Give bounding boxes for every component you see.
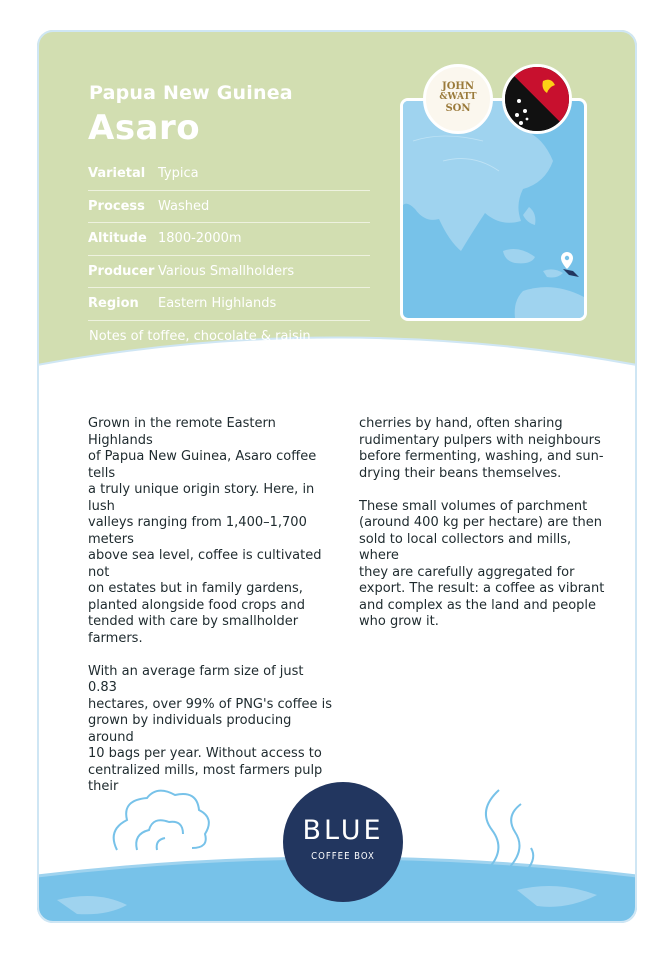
logo-wordmark: BLUE (302, 815, 384, 846)
detail-value: Typica (158, 166, 199, 182)
detail-row (88, 158, 370, 191)
details-table (88, 158, 370, 321)
detail-row (88, 256, 370, 289)
roaster-badge (423, 64, 493, 134)
detail-label: Producer (88, 263, 155, 279)
body-text-column-2: cherries by hand, often sharing rudimentary pulpers with neighbours before fermenting, washing, and sun- drying their beans themselves. These small volumes of parchment (around 400 kg per hectare) are then sold to local collectors and mills, where they are carefully aggregated for export. The result: a coffee as vibrant and complex as the land and people who grow it. (359, 416, 605, 629)
roaster-line-1: JOHN (441, 81, 475, 92)
detail-value: Washed (158, 198, 210, 214)
roaster-line-2: &WATT (439, 92, 477, 102)
detail-row (88, 288, 370, 321)
detail-value: 1800-2000m (158, 231, 242, 247)
png-flag-icon (502, 64, 572, 134)
coffee-name: Asaro (88, 108, 201, 148)
origin-map (400, 98, 587, 321)
coffee-card (37, 30, 637, 923)
logo-subtitle: COFFEE BOX (311, 851, 375, 862)
detail-label: Process (88, 198, 145, 214)
detail-value: Eastern Highlands (158, 296, 277, 312)
origin-country: Papua New Guinea (89, 82, 293, 104)
roaster-line-3: SON (445, 103, 471, 114)
detail-label: Region (88, 296, 139, 312)
detail-row (88, 223, 370, 256)
steam-cloud-left-icon (114, 791, 209, 850)
location-pin-icon (559, 251, 583, 279)
detail-label: Varietal (88, 166, 146, 182)
tasting-notes: Notes of toffee, chocolate & raisin (89, 329, 311, 344)
detail-row (88, 191, 370, 224)
body-text-column-1: Grown in the remote Eastern Highlands of Papua New Guinea, Asaro coffee tells a truly unique origin story. Here, in lush valleys ranging from 1,400–1,700 meters above sea level, coffee is cultivated not on estates but in family gardens, planted alongside food crops and tended with care by smallholder farmers. With an average farm size of just 0.83 hectares, over 99% of PNG's coffee is grown by individuals producing around 10 bags per year. Without access to centralized mills, most farmers pulp their (88, 416, 333, 794)
steam-cloud-right-icon (486, 790, 533, 870)
detail-label: Altitude (88, 231, 147, 247)
brand-logo (283, 782, 403, 902)
detail-value: Various Smallholders (158, 263, 295, 279)
world-map-image (403, 101, 584, 318)
